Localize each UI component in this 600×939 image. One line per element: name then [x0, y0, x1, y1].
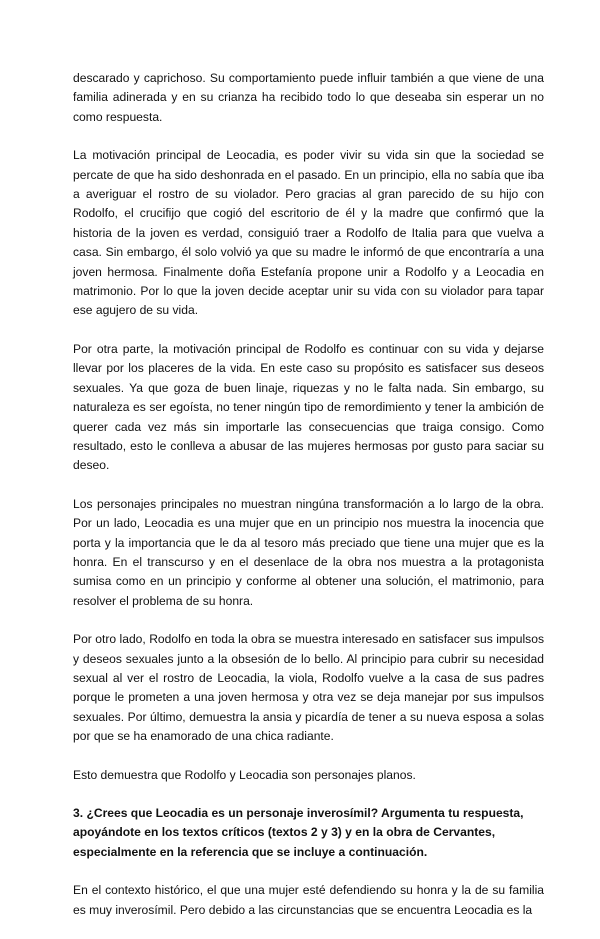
- paragraph-rodolfo-transformation: Por otro lado, Rodolfo en toda la obra se muestra interesado en satisfacer sus impulsos y deseos sexuales junto a la obsesión de lo bello. Al principio para cubrir su necesidad sexual al ver el rostro de Leocadia, la viola, Rodolfo vuelve a la casa de sus padres porque le prometen a una joven hermosa y otra vez se deja manejar por sus impulsos sexuales. Por último, demuestra la ansia y picardía de tener a su nueva esposa a solas por que se ha enamorado de una chica radiante.: [73, 632, 544, 744]
- question-heading: 3. ¿Crees que Leocadia es un personaje inverosímil? Argumenta tu respuesta, apoyándote en los textos críticos (textos 2 y 3) y en la obra de Cervantes, especialmente en la referencia que se incluye a continuación.: [73, 806, 524, 859]
- paragraph-answer-start: En el contexto histórico, el que una mujer esté defendiendo su honra y la de su familia es muy inverosímil. Pero debido a las circunstancias que se encuentra Leocadia es la: [73, 883, 544, 917]
- paragraph-conclusion: Esto demuestra que Rodolfo y Leocadia son personajes planos.: [73, 767, 416, 782]
- document-body: [73, 69, 544, 939]
- paragraph-leocadia-motivation: La motivación principal de Leocadia, es poder vivir su vida sin que la sociedad se percate de que ha sido deshonrada en el pasado. En un principio, ella no sabía que iba a averiguar el rostro de su violador. Pero gracias al gran parecido de su hijo con Rodolfo, el crucifijo que cogió del escritorio de él y la madre que confirmó que la historia de la joven es verdad, consiguió traer a Rodolfo de Italia para que vuelva a casa. Sin embargo, él solo volvió ya que su madre le informó de que encontraría a una joven hermosa. Finalmente doña Estefanía propone unir a Rodolfo y a Leocadia en matrimonio. Por lo que la joven decide aceptar unir su vida con su violador para tapar ese agujero de su vida.: [73, 148, 544, 318]
- paragraph-rodolfo-motivation: Por otra parte, la motivación principal de Rodolfo es continuar con su vida y dejarse llevar por los placeres de la vida. En este caso su propósito es satisfacer sus deseos sexuales. Ya que goza de buen linaje, riquezas y no le falta nada. Sin embargo, su naturaleza es ser egoísta, no tener ningún tipo de remordimiento y tener la ambición de querer cada vez más sin importarle las consecuencias que traiga consigo. Como resultado, esto le conlleva a abusar de las mujeres hermosas por gusto para saciar su deseo.: [73, 341, 544, 473]
- paragraph-rodolfo-character: descarado y caprichoso. Su comportamiento puede influir también a que viene de una familia adinerada y en su crianza ha recibido todo lo que deseaba sin esperar un no como respuesta.: [73, 71, 544, 124]
- paragraph-leocadia-transformation: Los personajes principales no muestran ningúna transformación a lo largo de la obra. Por un lado, Leocadia es una mujer que en un principio nos muestra la inocencia que porta y la importancia que le da al tesoro más preciado que tiene una mujer que es la honra. En el transcurso y en el desenlace de la obra nos muestra a la protagonista sumisa como en un principio y conforme al obtener una solución, el matrimonio, para resolver el problema de su honra.: [73, 496, 544, 608]
